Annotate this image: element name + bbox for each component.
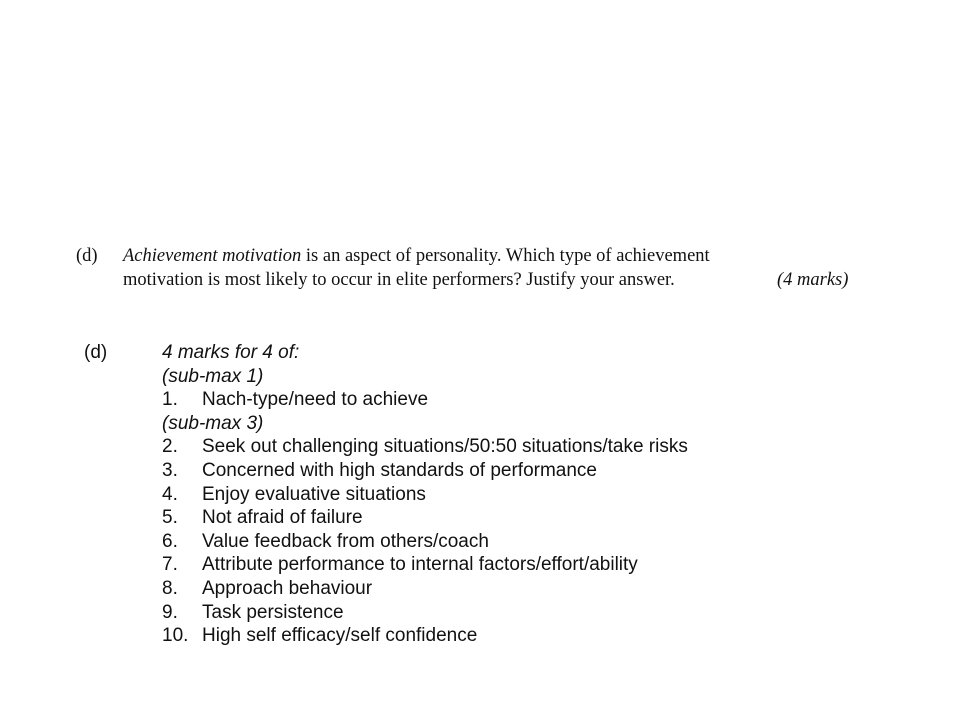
submax-1-label: (sub-max 1) bbox=[162, 365, 264, 387]
list-item bbox=[162, 601, 688, 625]
list-item-number: 10. bbox=[162, 625, 189, 647]
list-item-number: 3. bbox=[162, 459, 178, 481]
list-item-number: 9. bbox=[162, 601, 178, 623]
list-item-text: Task persistence bbox=[202, 601, 344, 623]
submax-3-label: (sub-max 3) bbox=[162, 412, 264, 434]
list-item-text: Approach behaviour bbox=[202, 577, 373, 599]
list-item-text: Enjoy evaluative situations bbox=[202, 483, 426, 505]
list-item bbox=[162, 553, 688, 577]
list-item-number: 6. bbox=[162, 530, 178, 552]
list-item-text: Nach-type/need to achieve bbox=[202, 389, 429, 411]
list-item-text: High self efficacy/self confidence bbox=[202, 625, 478, 647]
question-line-1 bbox=[123, 244, 710, 268]
list-item-number: 4. bbox=[162, 483, 178, 505]
question-line-2: motivation is most likely to occur in elite performers? Justify your answer. bbox=[123, 270, 675, 290]
question-label: (d) bbox=[76, 246, 98, 266]
list-item-text: Value feedback from others/coach bbox=[202, 530, 489, 552]
list-item-number: 2. bbox=[162, 436, 178, 458]
answer-label: (d) bbox=[84, 342, 108, 363]
list-item bbox=[162, 577, 688, 601]
question-line-1-rest: is an aspect of personality. Which type of achievement bbox=[301, 246, 710, 266]
list-item bbox=[162, 483, 688, 507]
list-item-number: 8. bbox=[162, 577, 178, 599]
list-item-number: 5. bbox=[162, 507, 178, 529]
list-item bbox=[162, 388, 688, 412]
list-item bbox=[162, 435, 688, 459]
list-item bbox=[162, 506, 688, 530]
list-item-text: Seek out challenging situations/50:50 situations/take risks bbox=[202, 436, 688, 458]
list-item-number: 7. bbox=[162, 554, 178, 576]
question-term: Achievement motivation bbox=[123, 246, 302, 266]
list-item-text: Not afraid of failure bbox=[202, 507, 363, 529]
answer-body bbox=[162, 341, 688, 648]
list-item bbox=[162, 459, 688, 483]
list-item bbox=[162, 624, 688, 648]
list-item-text: Concerned with high standards of performance bbox=[202, 459, 598, 481]
list-item-text: Attribute performance to internal factors/effort/ability bbox=[202, 554, 638, 576]
list-item-number: 1. bbox=[162, 389, 178, 411]
question-marks: (4 marks) bbox=[777, 270, 849, 290]
list-item bbox=[162, 530, 688, 554]
answer-heading: 4 marks for 4 of: bbox=[162, 342, 300, 363]
